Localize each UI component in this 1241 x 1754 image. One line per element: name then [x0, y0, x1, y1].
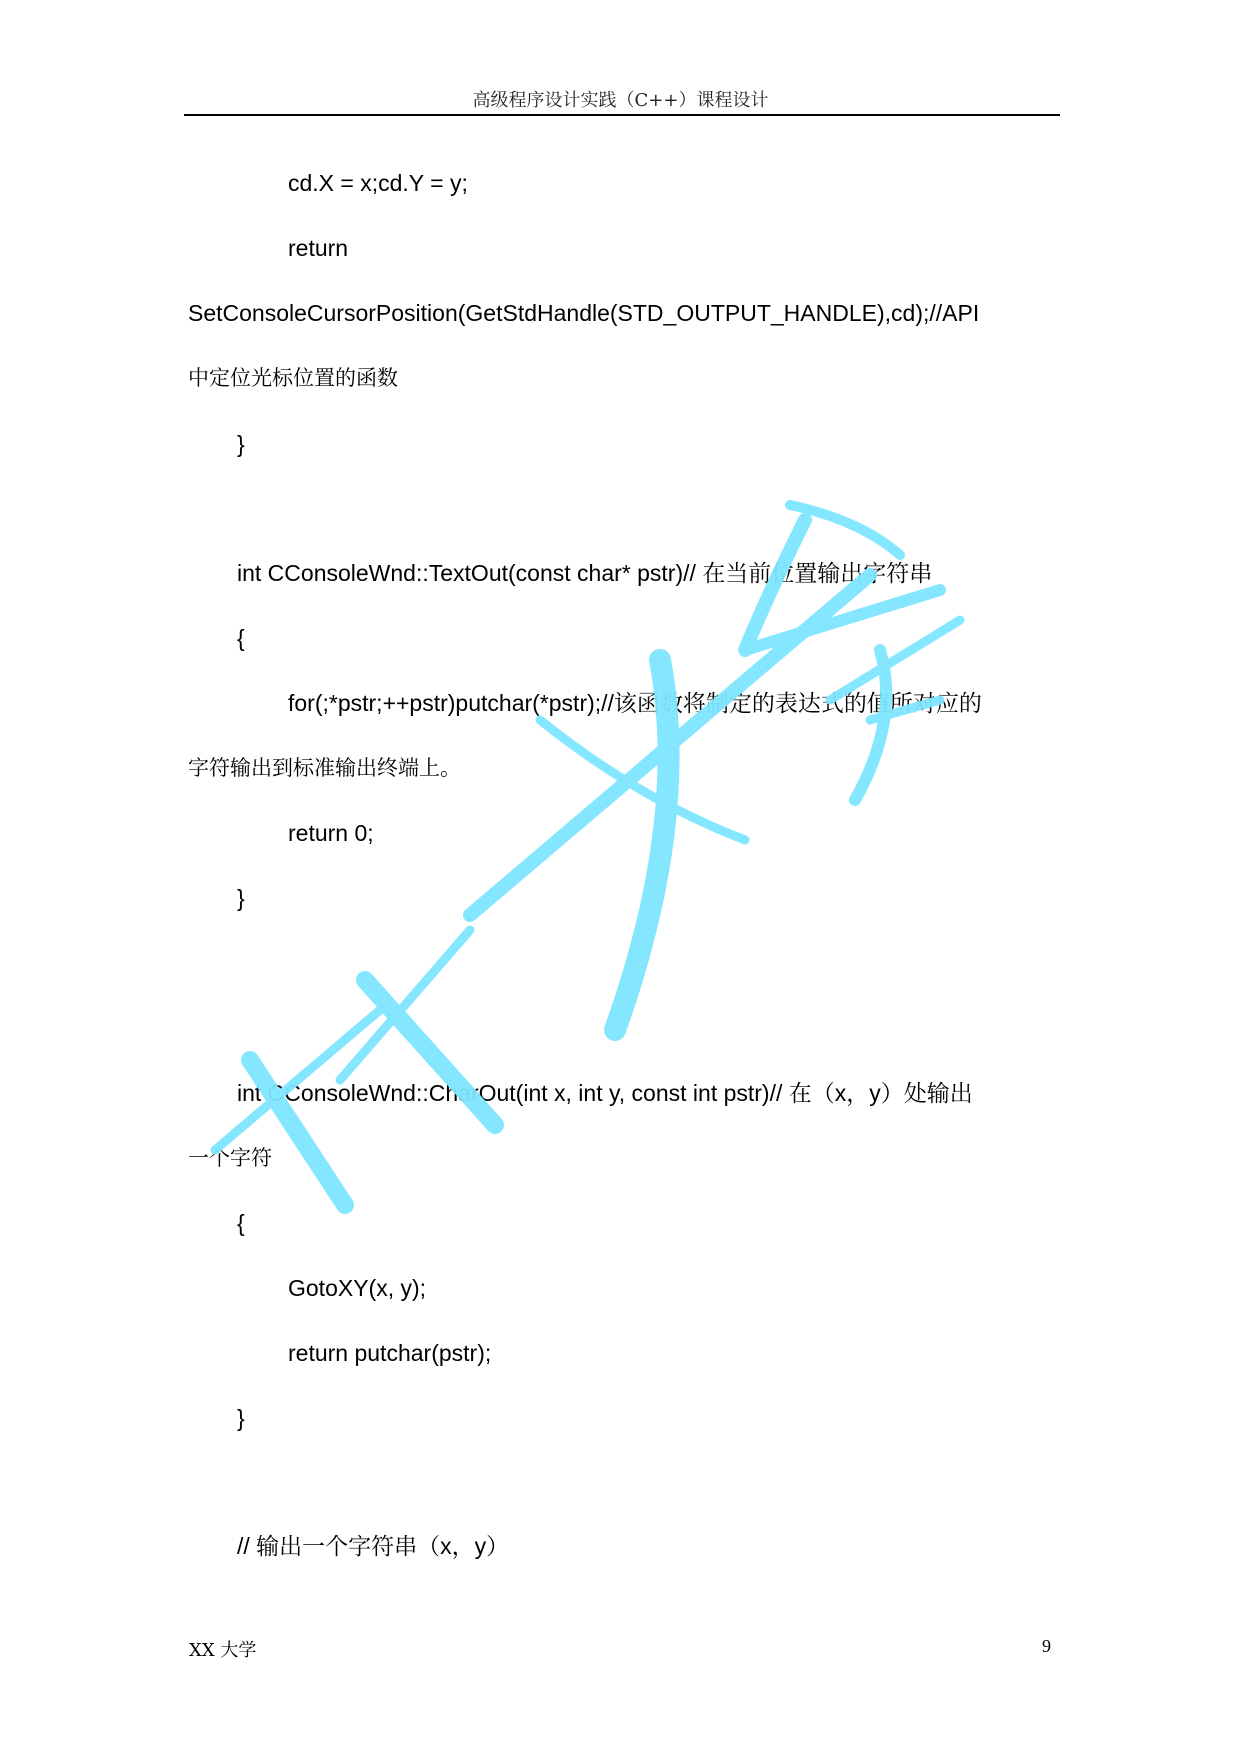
code-line: {	[237, 625, 245, 651]
code-line: return putchar(pstr);	[288, 1340, 492, 1366]
code-line: int CConsoleWnd::CharOut(int x, int y, const int pstr)// 在（x，y）处输出	[237, 1080, 973, 1106]
code-line: 一个字符	[188, 1146, 272, 1170]
header-rule	[184, 114, 1060, 116]
code-line: cd.X = x;cd.Y = y;	[288, 170, 468, 196]
code-line: for(;*pstr;++pstr)putchar(*pstr);//该函数将制定的表达式的值所对应的	[288, 690, 982, 716]
code-line: }	[237, 431, 245, 457]
code-line: {	[237, 1210, 245, 1236]
code-line: int CConsoleWnd::TextOut(const char* pstr)// 在当前位置输出字符串	[237, 560, 933, 586]
page-header-title: 高级程序设计实践（C++）课程设计	[472, 90, 769, 111]
code-line: GotoXY(x, y);	[288, 1275, 427, 1301]
code-line: // 输出一个字符串（x，y）	[237, 1533, 510, 1559]
code-line: }	[237, 885, 245, 911]
footer-institution: XX 大学	[189, 1640, 257, 1661]
code-line: SetConsoleCursorPosition(GetStdHandle(STD_OUTPUT_HANDLE),cd);//API	[188, 300, 980, 326]
footer-page-number: 9	[1042, 1636, 1051, 1656]
code-line: }	[237, 1405, 245, 1431]
code-line: 中定位光标位置的函数	[188, 366, 398, 390]
code-line: return	[288, 235, 349, 261]
code-line: 字符输出到标准输出终端上。	[188, 756, 461, 780]
code-line: return 0;	[288, 820, 374, 846]
